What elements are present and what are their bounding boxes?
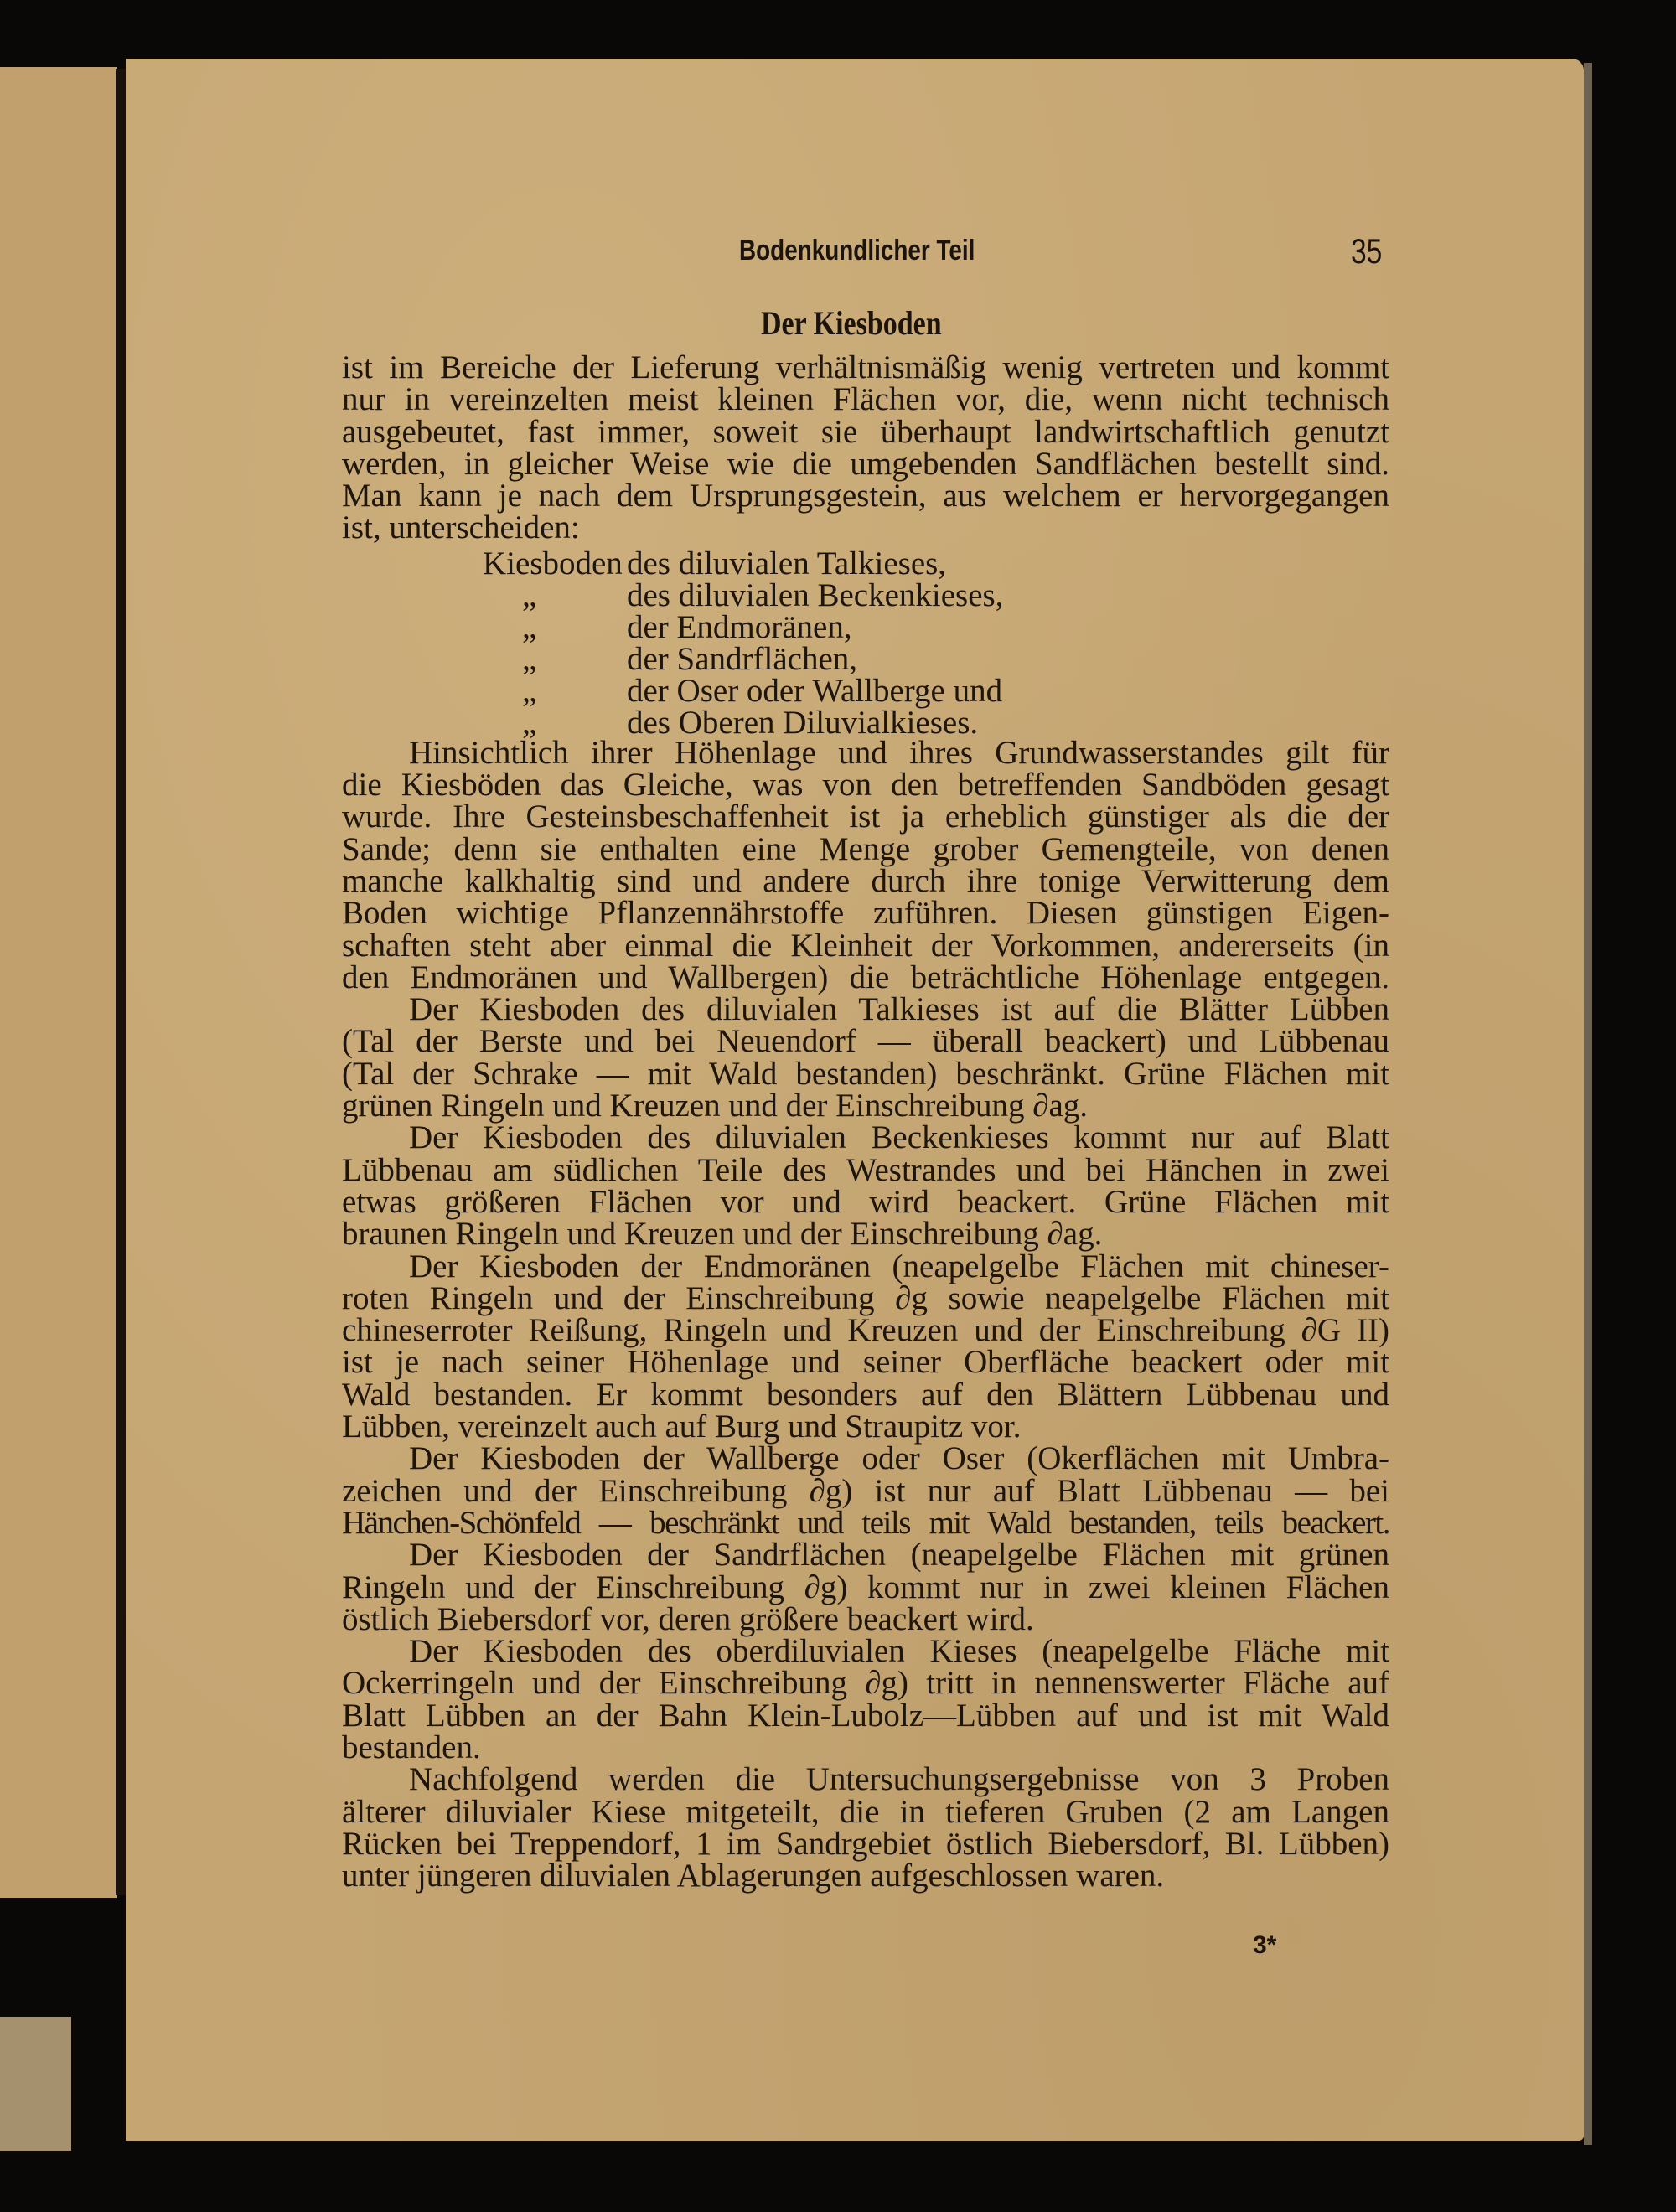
text-line: schaften steht aber einmal die Kleinheit der Vorkommen, andererseits (in [342,927,1389,964]
text-line: Der Kiesboden des oberdiluvialen Kieses (neapelgelbe Fläche mit [409,1633,1389,1670]
book-gutter [116,69,126,1895]
paragraph-sandrflaechen [342,1539,1389,1636]
text-line: Blatt Lübben an der Bahn Klein-Lubolz—Lübben auf und ist mit Wald [342,1697,1389,1734]
list-lead: Kiesboden [483,545,623,581]
text-line: die Kiesböden das Gleiche, was von den betreffenden Sandböden gesagt [342,767,1389,804]
ditto-mark: „ [522,576,537,613]
text-line: ausgebeutet, fast immer, soweit sie überhaupt landwirtschaftlich genutzt [342,413,1389,450]
text-line: Hinsichtlich ihrer Höhenlage und ihres Grundwasserstandes gilt für [409,734,1389,771]
list-item-text: der Sandrflächen, [627,640,858,677]
text-line: Boden wichtige Pflanzennährstoffe zuführen. Diesen günstigen Eigen- [342,895,1389,932]
text-line: ist, unterscheiden: [342,509,580,546]
text-line: Hänchen-Schönfeld — beschränkt und teils mit Wald bestanden, teils beackert. [342,1504,1389,1541]
text-line: (Tal der Schrake — mit Wald bestanden) beschränkt. Grüne Flächen mit [342,1055,1389,1092]
signature-mark: 3* [1253,1931,1277,1959]
text-line: braunen Ringeln und Kreuzen und der Einschreibung ∂ag. [342,1216,1103,1253]
body-text [342,349,1389,1894]
text-line: grünen Ringeln und Kreuzen und der Einschreibung ∂ag. [342,1088,1089,1124]
text-line: ist je nach seiner Höhenlage und seiner Oberfläche beackert oder mit [342,1344,1389,1381]
text-line: den Endmoränen und Wallbergen) die beträchtliche Höhenlage entgegen. [342,959,1389,995]
text-line: Lübben, vereinzelt auch auf Burg und Straupitz vor. [342,1408,1022,1445]
ditto-mark: „ [522,640,537,677]
list-item-text: des diluvialen Beckenkieses, [627,576,1004,613]
paragraph-oberdiluvial [342,1633,1389,1765]
text-line: östlich Biebersdorf vor, deren größere beackert wird. [342,1600,1034,1637]
ditto-mark: „ [522,608,537,645]
paragraph-endmoraenen [342,1248,1389,1445]
text-line: ist im Bereiche der Lieferung verhältnismäßig wenig vertreten und kommt [342,349,1389,385]
intro-paragraph [342,349,1389,546]
paragraph-talkies [342,991,1389,1124]
paragraph-samples [342,1761,1389,1894]
text-line: zeichen und der Einschreibung ∂g) ist nur auf Blatt Lübbenau — bei [342,1472,1389,1509]
paper-tab [0,2017,71,2151]
text-line: unter jüngeren diluvialen Ablagerungen aufgeschlossen waren. [342,1858,1165,1894]
text-line: chineserroter Reißung, Ringeln und Kreuzen und der Einschreibung ∂G II) [342,1312,1389,1349]
ditto-mark: „ [522,704,537,741]
list-item-text: des Oberen Diluvialkieses. [627,704,979,741]
section-title: Der Kiesboden [761,304,942,342]
paragraph-beckenkies [342,1119,1389,1253]
text-line: Der Kiesboden der Endmoränen (neapelgelbe Flächen mit chineser- [409,1248,1389,1284]
list-item-text: der Oser oder Wallberge und [627,672,1003,709]
text-line: Rücken bei Treppendorf, 1 im Sandrgebiet östlich Biebersdorf, Bl. Lübben) [342,1825,1389,1862]
text-line: Ockerringeln und der Einschreibung ∂g) tritt in nennenswerter Fläche auf [342,1665,1389,1702]
text-line: Der Kiesboden des diluvialen Talkieses ist auf die Blätter Lübben [409,991,1389,1028]
ditto-mark: „ [522,672,537,709]
text-line: älterer diluvialer Kiese mitgeteilt, die in tieferen Gruben (2 am Langen [342,1793,1389,1830]
text-line: etwas größeren Flächen vor und wird beackert. Grüne Flächen mit [342,1183,1389,1220]
text-line: Ringeln und der Einschreibung ∂g) kommt nur in zwei kleinen Flächen [342,1569,1389,1605]
text-line: Der Kiesboden des diluvialen Beckenkieses kommt nur auf Blatt [409,1119,1389,1156]
page-stack-edge [1584,63,1592,2145]
text-line: (Tal der Berste und bei Neuendorf — überall beackert) und Lübbenau [342,1023,1389,1060]
page-number: 35 [1351,231,1383,271]
text-line: nur in vereinzelten meist kleinen Flächen vor, die, wenn nicht technisch [342,381,1389,418]
text-line: roten Ringeln und der Einschreibung ∂g sowie neapelgelbe Flächen mit [342,1279,1389,1316]
text-line: Sande; denn sie enthalten eine Menge grober Gemengteile, von denen [342,830,1389,867]
running-title: Bodenkundlicher Teil [739,235,975,266]
text-line: bestanden. [342,1729,481,1765]
text-line: Der Kiesboden der Sandrflächen (neapelgelbe Flächen mit grünen [409,1537,1389,1574]
text-line: Lübbenau am südlichen Teile des Westrandes und bei Hänchen in zwei [342,1151,1389,1188]
paragraph-elevation [342,734,1389,995]
list-item-text: des diluvialen Talkieses, [627,545,947,581]
text-line: Man kann je nach dem Ursprungsgestein, aus welchem er hervorgegangen [342,478,1389,514]
text-line: Der Kiesboden der Wallberge oder Oser (Okerflächen mit Umbra- [409,1440,1389,1477]
paragraph-wallberge [342,1440,1389,1541]
text-line: manche kalkhaltig sind und andere durch ihre tonige Verwitterung dem [342,862,1389,899]
text-line: Nachfolgend werden die Untersuchungsergebnisse von 3 Proben [409,1761,1389,1798]
list-item-text: der Endmoränen, [627,608,852,645]
facing-page-edge [0,67,117,1898]
gravel-types-list [342,545,1389,741]
text-line: wurde. Ihre Gesteinsbeschaffenheit ist ja erheblich günstiger als die der [342,798,1389,835]
running-header [0,225,1676,275]
text-line: Wald bestanden. Er kommt besonders auf den Blättern Lübbenau und [342,1376,1389,1413]
text-line: werden, in gleicher Weise wie die umgebenden Sandflächen bestellt sind. [342,445,1389,482]
